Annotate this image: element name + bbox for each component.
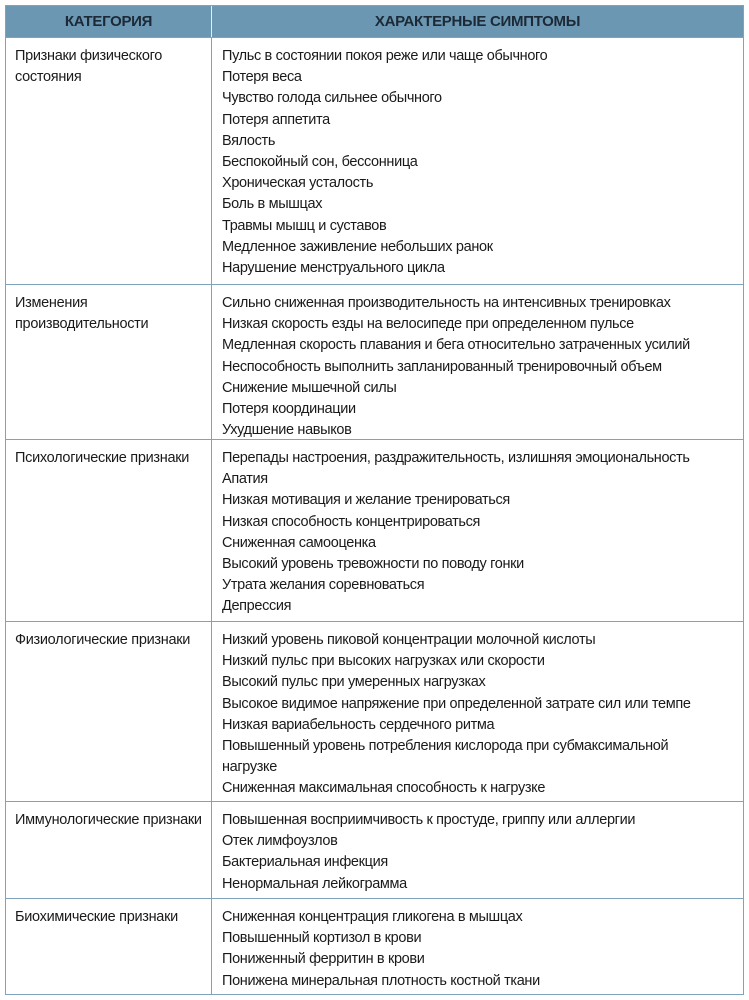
symptom-item: Ненормальная лейкограмма [222,875,407,892]
symptom-item: Понижена минеральная плотность костной ткани [222,972,540,989]
category-cell: Физиологические признаки [6,622,212,801]
symptom-item: Снижение мышечной силы [222,379,397,396]
symptom-item: Низкая вариабельность сердечного ритма [222,716,495,733]
symptoms-table [5,5,744,995]
symptom-item: Неспособность выполнить запланированный тренировочный объем [222,358,662,375]
symptom-item: Апатия [222,471,268,488]
symptom-item: Беспокойный сон, бессонница [222,154,418,171]
symptom-item: Сильно сниженная производительность на интенсивных тренировках [222,295,671,311]
symptom-item: Бактериальная инфекция [222,854,388,871]
symptom-item: Потеря координации [222,401,356,418]
symptom-item: нагрузке [222,759,277,776]
symptom-item: Травмы мышц и суставов [222,217,387,234]
symptom-item: Потеря аппетита [222,111,330,128]
header-category: КАТЕГОРИЯ [6,6,212,37]
category-cell: Признаки физического состояния [6,38,212,284]
category-cell: Биохимические признаки [6,899,212,994]
symptom-item: Сниженная концентрация гликогена в мышцах [222,909,523,925]
category-cell: Изменения производительности [6,285,212,439]
symptom-item: Отек лимфоузлов [222,833,338,850]
table-row [6,439,743,621]
symptom-item: Потеря веса [222,69,302,86]
symptoms-cell [212,899,743,994]
table-row [6,621,743,801]
category-cell: Психологические признаки [6,440,212,621]
symptom-item: Депрессия [222,598,292,615]
symptom-item: Боль в мышцах [222,196,323,213]
symptom-item: Пульс в состоянии покоя реже или чаще обычного [222,48,548,64]
symptom-item: Высокий уровень тревожности по поводу гонки [222,556,524,573]
symptom-item: Сниженная самооценка [222,534,376,551]
symptom-item: Нарушение менструального цикла [222,260,445,277]
symptom-item: Медленная скорость плавания и бега относительно затраченных усилий [222,337,690,354]
symptom-item: Высокий пульс при умеренных нагрузках [222,674,486,691]
table-row [6,284,743,439]
symptom-item: Высокое видимое напряжение при определенной затрате сил или темпе [222,695,691,712]
symptom-item: Повышенный уровень потребления кислорода при субмаксимальной [222,738,669,755]
symptoms-cell [212,802,743,898]
symptom-item: Низкая скорость езды на велосипеде при определенном пульсе [222,316,634,333]
symptom-item: Низкий уровень пиковой концентрации молочной кислоты [222,632,596,648]
symptom-item: Чувство голода сильнее обычного [222,90,442,107]
symptom-item: Повышенный кортизол в крови [222,930,422,947]
symptom-item: Хроническая усталость [222,175,374,192]
symptom-item: Перепады настроения, раздражительность, излишняя эмоциональность [222,450,690,466]
table-row [6,898,743,994]
symptom-item: Медленное заживление небольших ранок [222,238,493,255]
symptom-item: Повышенная восприимчивость к простуде, гриппу или аллергии [222,812,636,828]
symptom-item: Низкий пульс при высоких нагрузках или скорости [222,653,545,670]
symptoms-cell [212,440,743,621]
table-header [6,6,743,37]
symptom-item: Ухудшение навыков [222,422,352,439]
symptoms-cell [212,285,743,439]
symptoms-cell [212,38,743,284]
symptom-item: Низкая мотивация и желание тренироваться [222,492,510,509]
symptom-item: Сниженная максимальная способность к нагрузке [222,780,546,797]
header-symptoms: ХАРАКТЕРНЫЕ СИМПТОМЫ [374,13,581,30]
table-row [6,801,743,898]
symptoms-cell [212,622,743,801]
category-cell: Иммунологические признаки [6,802,212,898]
symptom-item: Низкая способность концентрироваться [222,513,481,530]
symptom-item: Пониженный ферритин в крови [222,951,425,968]
symptom-item: Утрата желания соревноваться [222,577,425,594]
symptom-item: Вялость [222,132,276,149]
table-row [6,37,743,284]
